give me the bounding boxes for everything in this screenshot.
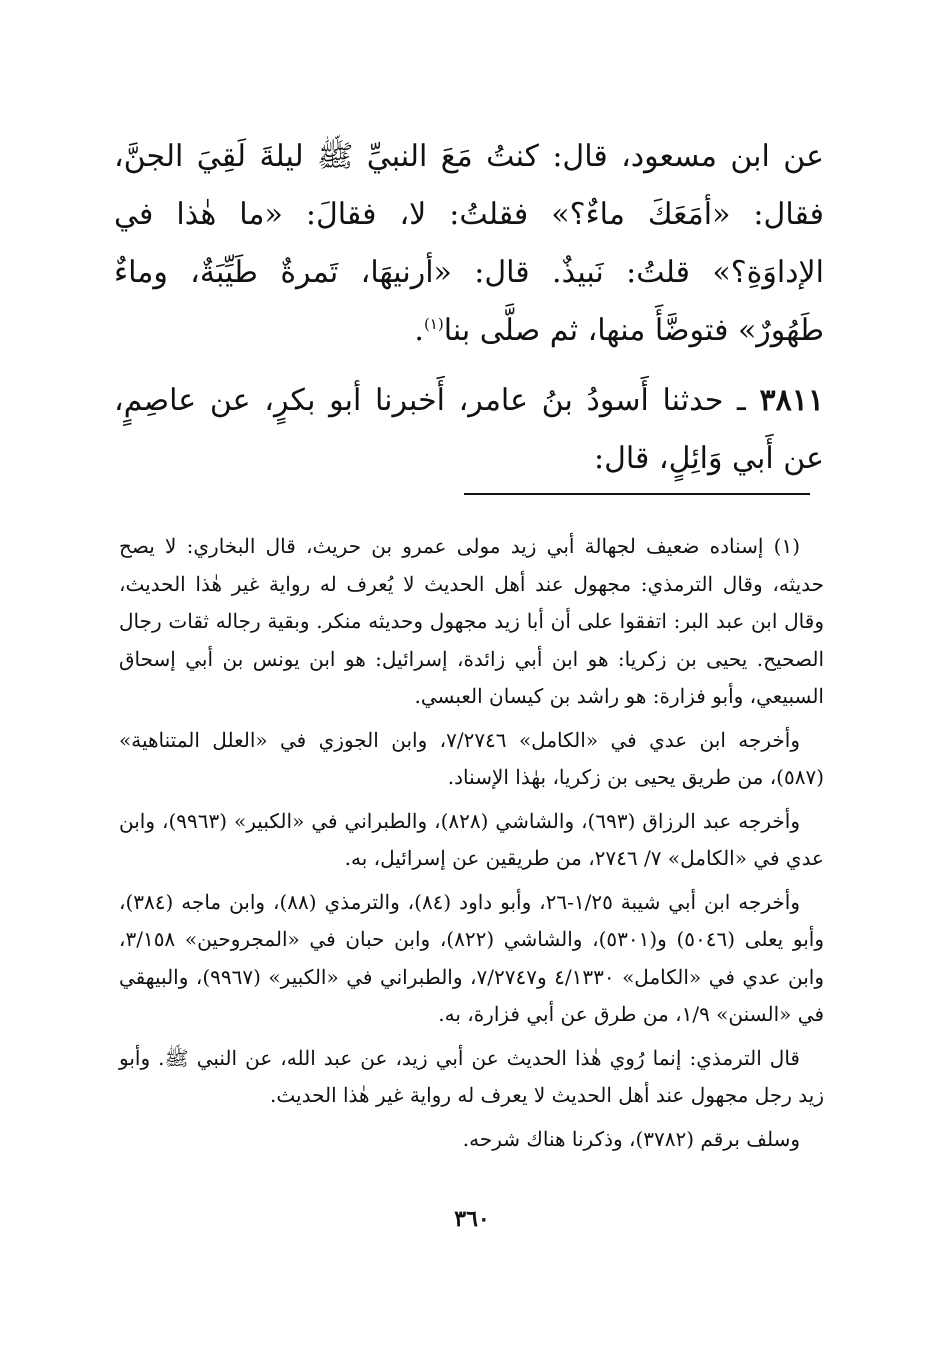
footnote-paragraph: وأخرجه عبد الرزاق (٦٩٣)، والشاشي (٨٢٨)، والطبراني في «الكبير» (٩٩٦٣)، وابن عدي في «الكامل» ٧/ ٢٧٤٦، من طريقين عن إسرائيل، به. — [119, 808, 824, 870]
page-number: ٣٦٠ — [454, 1206, 490, 1232]
footnote-paragraph: وأخرجه ابن عدي في «الكامل» ٧/٢٧٤٦، وابن الجوزي في «العلل المتناهية» (٥٨٧)، من طريق يحيى بن زكريا، بهٰذا الإسناد. — [119, 727, 824, 789]
hadith-number: ٣٨١١ — [759, 383, 824, 418]
footnote-paragraph: (١) إسناده ضعيف لجهالة أبي زيد مولى عمرو بن حريث، قال البخاري: لا يصح حديثه، وقال الترمذي: مجهول عند أهل الحديث لا يُعرف له رواية غير هٰذا الحديث، وقال ابن عبد البر: اتفقوا على أن أبا زيد مجهول وحديثه منكر. وبقية رجاله ثقات رجال الصحيح. يحيى بن زكريا: هو ابن أبي زائدة، إسرائيل: هو ابن يونس بن أبي إسحاق السبيعي، وأبو فزارة: هو راشد بن كيسان العبسي. — [119, 534, 824, 708]
footnote-reference[interactable]: (١) — [423, 315, 444, 333]
hadith-text-2: ـ حدثنا أَسودُ بنُ عامر، أَخبرنا أبو بكرٍ، عن عاصِمٍ، عن أَبي وَائِلٍ، قال: — [114, 383, 824, 476]
footnote-paragraph: وسلف برقم (٣٧٨٢)، وذكرنا هناك شرحه. — [462, 1126, 800, 1151]
main-text — [114, 128, 824, 500]
footnote-paragraph: قال الترمذي: إنما رُوي هٰذا الحديث عن أبي زيد، عن عبد الله، عن النبي ﷺ. وأبو زيد رجل مجهول عند أهل الحديث لا يعرف له رواية غير هٰذا الحديث. — [119, 1045, 824, 1107]
hadith-paragraph-2 — [114, 372, 824, 488]
footnote-paragraph: وأخرجه ابن أبي شيبة ١/٢٥-٢٦، وأبو داود (٨٤)، والترمذي (٨٨)، وابن ماجه (٣٨٤)، وأبو يعلى (٥٠٤٦) و(٥٣٠١)، والشاشي (٨٢٢)، وابن حبان في «المجروحين» ٣/١٥٨، وابن عدي في «الكامل» ٤/١٣٣٠ و٧/٢٧٤٧، والطبراني في «الكبير» (٩٩٦٧)، والبيهقي في «السنن» ١/٩، من طرق عن أبي فزارة، به. — [119, 889, 825, 1026]
hadith-text-1: عن ابن مسعود، قال: كنتُ مَعَ النبيِّ ﷺ ليلةَ لَقِيَ الجنَّ، فقال: «أمَعَكَ ماءٌ؟» فقلتُ: لا، فقالَ: «ما هٰذا في الإداوَةِ؟» قلتُ: نَبيذٌ. قال: «أرنيهَا، تَمرةٌ طَيِّبَةٌ، وماءٌ طَهُورٌ» فتوضَّأَ منها، ثم صلَّى بنا — [114, 139, 824, 348]
footnotes-section — [119, 528, 824, 1164]
hadith-paragraph-1 — [114, 128, 824, 360]
footnote-separator — [464, 493, 810, 495]
hadith-text-1-end: . — [414, 313, 424, 348]
